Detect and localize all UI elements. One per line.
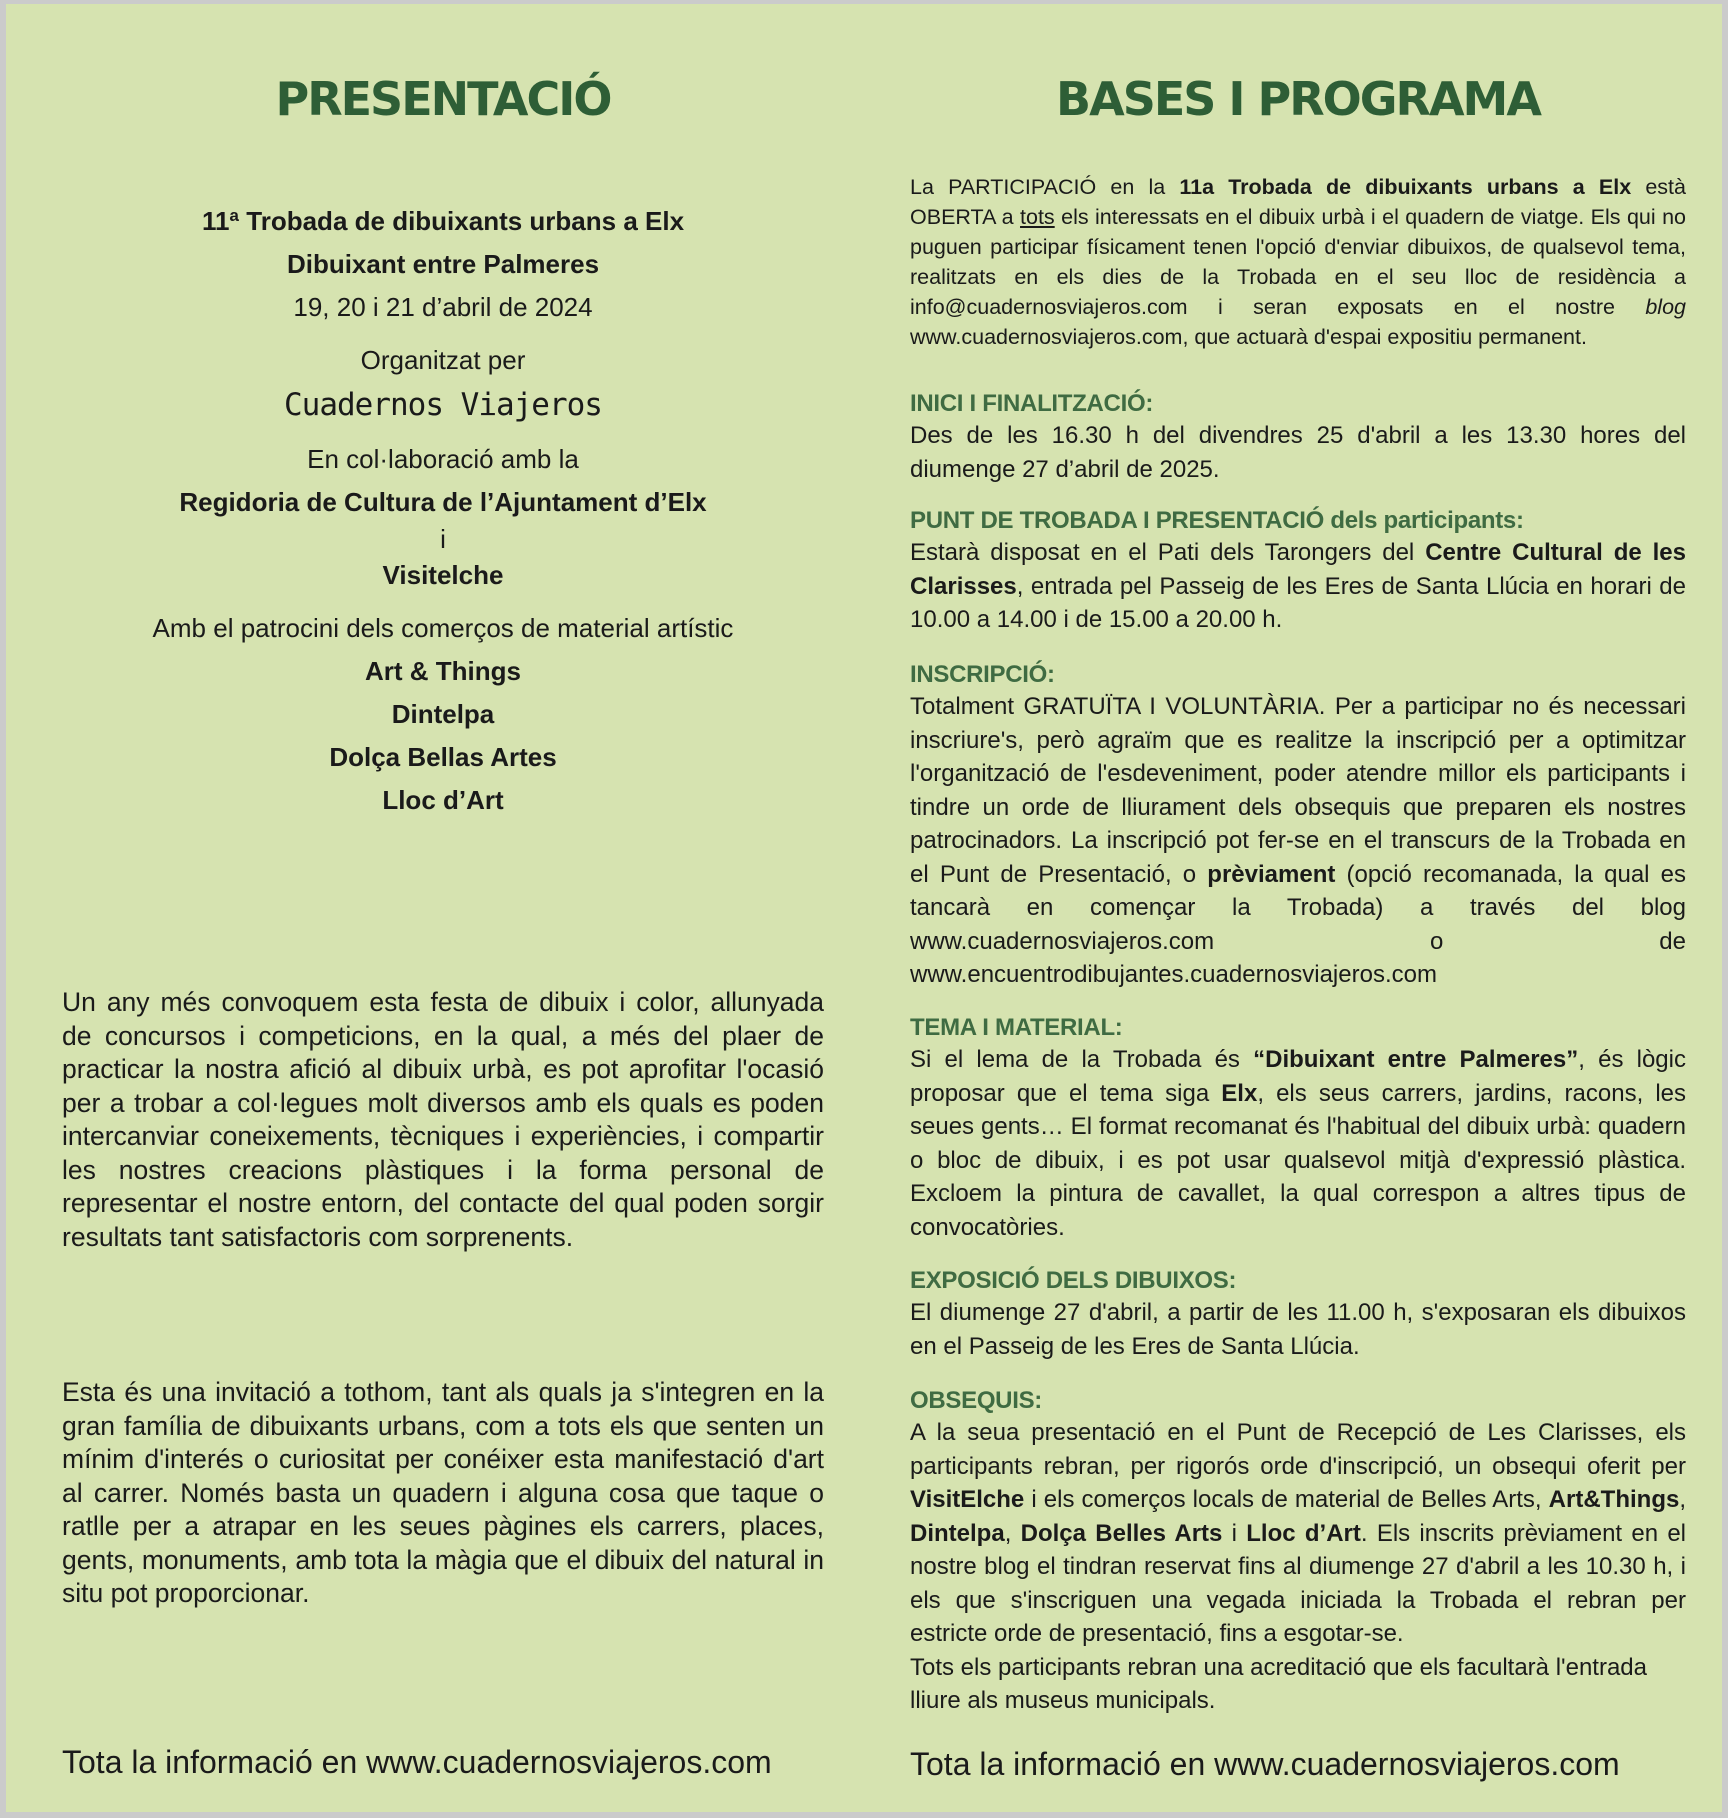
event-title: 11ª Trobada de dibuixants urbans a Elx xyxy=(201,206,685,236)
section-body: , els seus carrers, jardins, racons, les seues gents… El format recomanat és l'habitual del dibuix urbà: quadern o bloc de dibuix, i es pot usar qualsevol mitjà d'expressió plàstica. Excloem la pintura de cavallet, la qual correspon a altres tipus de convocatòries. xyxy=(910,1079,1687,1241)
city-name: Elx xyxy=(1221,1079,1258,1107)
section-body: Tots els participants rebran una acreditació que els facultarà l'entrada lliure als museus municipals. xyxy=(910,1653,1648,1714)
participation-intro xyxy=(910,172,1686,352)
sponsor-item: Dintelpa xyxy=(391,699,495,729)
section-body: i els comerços locals de material de Belles Arts, xyxy=(1024,1486,1549,1513)
section-body: . Els inscrits prèviament en el nostre blog el tindran reservat fins al diumenge 27 d'abril a les 10.30 h, i els que s'inscriguen una vegada iniciada la Trobada el rebran per estricte orde de presentació, fins a esgotar-se. xyxy=(910,1519,1687,1647)
motto: “Dibuixant entre Palmeres” xyxy=(1253,1046,1579,1073)
collaborator-1: Regidoria de Cultura de l’Ajuntament d’Elx xyxy=(179,487,707,517)
venue-name: Centre Cultural de les Clarisses xyxy=(910,539,1687,600)
intro-underlined-word: tots xyxy=(1020,205,1055,229)
event-subtitle: Dibuixant entre Palmeres xyxy=(286,249,600,279)
section-registration xyxy=(910,660,1686,992)
intro-text: els interessats en el dibuix urbà i el quadern de viatge. Els qui no puguen participar físicament tenen l'opció d'enviar dibuixos, de qualsevol tema, realitzats en els dies de la Trobada en el seu lloc de residència a info@cuadernosviajeros.com i seran exposats en el nostre xyxy=(910,205,1686,319)
intro-text: www.cuadernosviajeros.com, que actuarà d'espai expositiu permanent. xyxy=(910,325,1587,349)
bold-word: prèviament xyxy=(1207,860,1336,888)
section-meeting-point xyxy=(910,506,1686,637)
section-body: Des de les 16.30 h del divendres 25 d'abril a les 13.30 hores del diumenge 27 d’abril de 2025. xyxy=(910,422,1686,483)
sponsor-name: VisitElche xyxy=(910,1486,1025,1513)
section-start-end xyxy=(910,389,1686,486)
sponsor-item: Lloc d’Art xyxy=(382,785,504,815)
collaboration-label: En col·laboració amb la xyxy=(307,444,579,474)
section-title: OBSEQUIS: xyxy=(910,1387,1042,1414)
section-title: INSCRIPCIÓ: xyxy=(910,661,1055,688)
sponsor-name: Dolça Belles Arts xyxy=(1020,1519,1223,1547)
section-body: Estarà disposat en el Pati dels Tarongers del xyxy=(910,539,1426,566)
left-footer-info: Tota la informació en www.cuadernosviajeros.com xyxy=(62,1744,772,1780)
presentation-paragraph-2: Esta és una invitació a tothom, tant als quals ja s'integren en la gran família de dibuixants urbans, com a tots els que senten un mínim d'interés o curiositat per conéixer esta manifestació d'art al carrer. Només basta un quadern i alguna cosa que taque o ratlle per a atrapar en les seues pàgines els carrers, places, gents, monuments, amb tota la màgia que el dibuix del natural in situ pot proporcionar. xyxy=(62,1377,824,1608)
sponsors-label: Amb el patrocini dels comerços de material artístic xyxy=(152,613,734,643)
section-title: PUNT DE TROBADA I PRESENTACIÓ dels participants: xyxy=(910,507,1524,534)
rules-heading: BASES I PROGRAMA xyxy=(1056,72,1540,126)
intro-italic-word: blog xyxy=(1645,295,1686,319)
event-dates: 19, 20 i 21 d’abril de 2024 xyxy=(293,292,593,322)
organizer-name: Cuadernos Viajeros xyxy=(284,387,602,423)
section-title: TEMA I MATERIAL: xyxy=(910,1014,1123,1041)
section-title: EXPOSICIÓ DELS DIBUIXOS: xyxy=(910,1267,1237,1294)
sponsor-item: Art & Things xyxy=(365,656,521,686)
section-exhibition xyxy=(910,1266,1686,1363)
section-body: , xyxy=(1004,1519,1021,1547)
section-body: Si el lema de la Trobada és xyxy=(910,1046,1254,1073)
section-title: INICI I FINALITZACIÓ: xyxy=(910,390,1154,417)
presentation-heading: PRESENTACIÓ xyxy=(275,72,611,126)
section-body: i xyxy=(1222,1519,1247,1547)
section-body: , entrada pel Passeig de les Eres de Santa Llúcia en horari de 10.00 a 14.00 i de 15.00 a 20.00 h. xyxy=(910,572,1686,633)
section-body: A la seua presentació en el Punt de Recepció de Les Clarisses, els participants rebran, per rigorós orde d'inscripció, un obsequi oferit per xyxy=(910,1419,1686,1480)
section-theme-material xyxy=(910,1013,1686,1244)
intro-text: La PARTICIPACIÓ en la xyxy=(910,175,1180,199)
organized-by-label: Organitzat per xyxy=(360,345,526,375)
section-body: El diumenge 27 d'abril, a partir de les 11.00 h, s'exposaran els dibuixos en el Passeig de les Eres de Santa Llúcia. xyxy=(910,1299,1686,1360)
section-body: , xyxy=(1679,1486,1686,1513)
sponsor-item: Dolça Bellas Artes xyxy=(329,742,557,772)
collaborator-and: i xyxy=(440,524,446,554)
presentation-paragraph-1: Un any més convoquem esta festa de dibuix i color, allunyada de concursos i competicions, en la qual, a més del plaer de practicar la nostra afició al dibuix urbà, es pot aprofitar l'ocasió per a trobar a col·legues molt diversos amb els quals es poden intercanviar coneixements, tècniques i experiències, i compartir les nostres creacions plàstiques i la forma personal de representar el nostre entorn, del contacte del qual poden sorgir resultats tant satisfactoris com sorprenents. xyxy=(62,987,824,1252)
sponsor-name: Lloc d’Art xyxy=(1246,1519,1361,1547)
event-info-block xyxy=(62,200,824,822)
section-body: , és lògic proposar que el tema siga xyxy=(910,1046,1686,1107)
section-body: (opció recomanada, la qual es tancarà en començar la Trobada) a través del blog www.cuadernosviajeros.com o de www.encuentrodibujantes.cuadernosviajeros.com xyxy=(910,860,1686,988)
intro-text: està OBERTA a xyxy=(910,175,1686,229)
section-body: Totalment GRATUÏTA I VOLUNTÀRIA. Per a participar no és necessari inscriure's, però agraïm que es realitze la inscripció per a optimitzar l'organització de l'esdeveniment, poder atendre millor els participants i tindre un orde de lliurament dels obsequis que preparen els nostres patrocinadors. La inscripció pot fer-se en el transcurs de la Trobada en el Punt de Presentació, o xyxy=(910,693,1686,888)
intro-event-name: 11a Trobada de dibuixants urbans a Elx xyxy=(1179,175,1632,199)
collaborator-2: Visitelche xyxy=(382,560,504,590)
sponsor-name: Art&Things xyxy=(1548,1486,1680,1513)
brochure-page xyxy=(6,4,1722,1812)
sponsor-name: Dintelpa xyxy=(910,1519,1005,1547)
section-gifts xyxy=(910,1386,1686,1718)
right-footer-info: Tota la informació en www.cuadernosviajeros.com xyxy=(910,1746,1620,1782)
